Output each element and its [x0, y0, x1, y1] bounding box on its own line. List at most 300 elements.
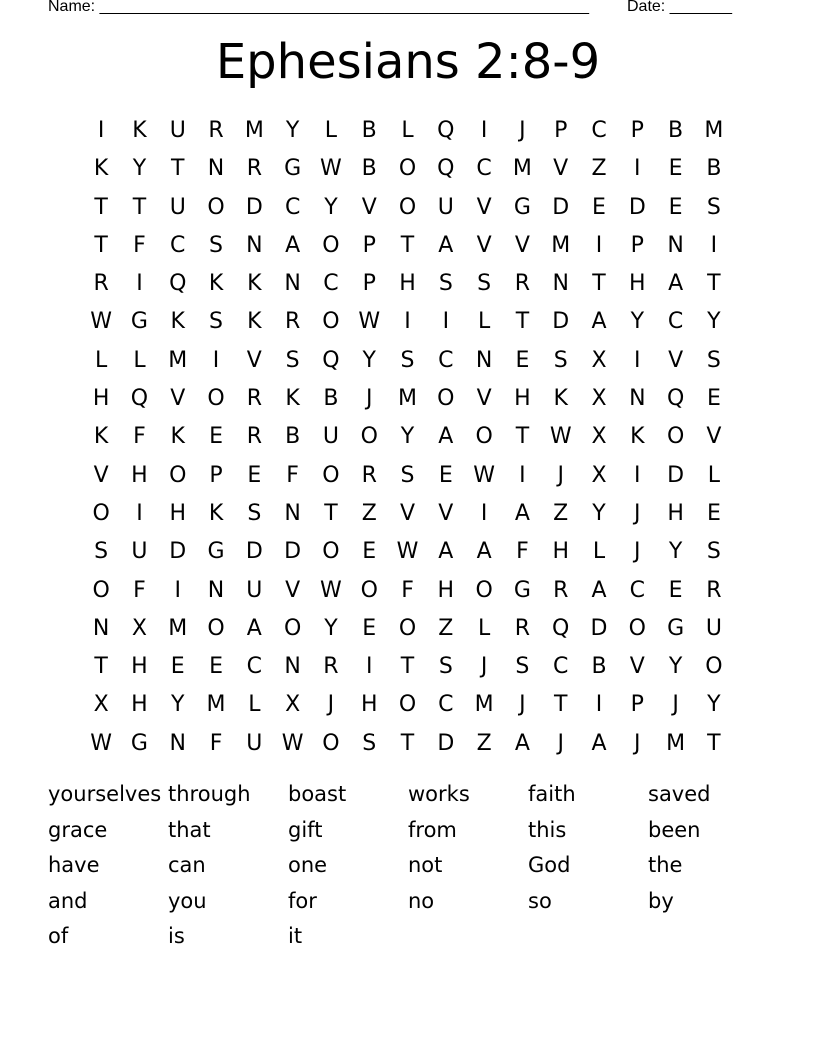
- grid-letter[interactable]: Y: [630, 309, 645, 335]
- grid-letter[interactable]: E: [362, 615, 377, 641]
- grid-letter[interactable]: A: [591, 730, 607, 756]
- grid-letter[interactable]: G: [667, 615, 685, 641]
- grid-letter[interactable]: Q: [437, 118, 455, 143]
- grid-letter[interactable]: O: [322, 539, 340, 565]
- grid-letter[interactable]: N: [92, 615, 110, 641]
- grid-letter[interactable]: R: [93, 271, 109, 297]
- grid-letter[interactable]: R: [246, 386, 262, 412]
- grid-letter[interactable]: A: [514, 730, 530, 756]
- grid-letter[interactable]: N: [284, 654, 301, 680]
- grid-letter[interactable]: O: [666, 424, 685, 450]
- grid-letter[interactable]: S: [400, 462, 415, 488]
- grid-letter[interactable]: U: [131, 539, 148, 565]
- grid-letter[interactable]: G: [513, 194, 531, 220]
- grid-letter[interactable]: T: [94, 194, 108, 220]
- grid-letter[interactable]: W: [320, 577, 342, 603]
- grid-letter[interactable]: I: [710, 232, 718, 258]
- grid-letter[interactable]: F: [516, 539, 529, 565]
- grid-letter[interactable]: B: [285, 424, 301, 450]
- grid-letter[interactable]: M: [244, 118, 264, 143]
- grid-letter[interactable]: H: [437, 577, 455, 603]
- grid-letter[interactable]: S: [285, 347, 300, 373]
- grid-letter[interactable]: H: [514, 386, 531, 412]
- grid-letter[interactable]: I: [404, 309, 411, 335]
- grid-letter[interactable]: E: [362, 539, 377, 565]
- grid-letter[interactable]: P: [362, 271, 376, 297]
- grid-letter[interactable]: E: [515, 347, 530, 373]
- grid-letter[interactable]: Y: [668, 539, 683, 565]
- grid-letter[interactable]: A: [514, 500, 530, 526]
- grid-letter[interactable]: T: [132, 194, 147, 220]
- grid-letter[interactable]: U: [169, 194, 186, 220]
- grid-letter[interactable]: B: [361, 156, 377, 182]
- grid-letter[interactable]: L: [133, 347, 146, 373]
- grid-letter[interactable]: R: [514, 271, 531, 297]
- grid-letter[interactable]: Z: [476, 730, 492, 756]
- grid-letter[interactable]: S: [515, 654, 530, 680]
- grid-letter[interactable]: T: [94, 654, 108, 680]
- grid-letter[interactable]: P: [630, 118, 644, 143]
- grid-letter[interactable]: B: [706, 156, 722, 182]
- grid-letter[interactable]: G: [513, 577, 531, 603]
- grid-letter[interactable]: H: [131, 654, 148, 680]
- grid-letter[interactable]: L: [401, 118, 414, 143]
- grid-letter[interactable]: Y: [707, 309, 721, 335]
- grid-letter[interactable]: I: [97, 118, 105, 143]
- grid-letter[interactable]: X: [591, 424, 607, 450]
- grid-letter[interactable]: J: [634, 730, 641, 756]
- grid-letter[interactable]: Y: [132, 156, 147, 182]
- grid-letter[interactable]: S: [438, 654, 453, 680]
- grid-letter[interactable]: W: [358, 309, 381, 335]
- grid-letter[interactable]: H: [629, 271, 646, 297]
- grid-letter[interactable]: V: [476, 194, 492, 220]
- grid-letter[interactable]: T: [400, 730, 415, 756]
- grid-letter[interactable]: W: [549, 424, 572, 450]
- grid-letter[interactable]: X: [285, 692, 301, 718]
- grid-letter[interactable]: I: [480, 118, 488, 143]
- grid-letter[interactable]: O: [207, 386, 225, 412]
- grid-letter[interactable]: A: [285, 232, 301, 258]
- grid-letter[interactable]: C: [553, 654, 569, 680]
- grid-letter[interactable]: L: [707, 462, 721, 488]
- grid-letter[interactable]: G: [284, 156, 302, 182]
- grid-letter[interactable]: C: [246, 654, 263, 680]
- grid-letter[interactable]: Z: [591, 156, 607, 182]
- grid-letter[interactable]: X: [591, 347, 607, 373]
- grid-letter[interactable]: W: [396, 539, 419, 565]
- grid-letter[interactable]: W: [90, 309, 113, 335]
- grid-letter[interactable]: V: [361, 194, 377, 220]
- grid-letter[interactable]: G: [207, 539, 225, 565]
- grid-letter[interactable]: L: [477, 309, 491, 335]
- grid-letter[interactable]: B: [668, 118, 684, 143]
- grid-letter[interactable]: C: [323, 271, 339, 297]
- grid-letter[interactable]: J: [634, 500, 641, 526]
- grid-letter[interactable]: S: [438, 271, 453, 297]
- grid-letter[interactable]: E: [438, 462, 453, 488]
- grid-letter[interactable]: R: [246, 156, 262, 182]
- grid-letter[interactable]: D: [245, 539, 263, 565]
- word-list-item: no: [408, 888, 435, 913]
- grid-letter[interactable]: F: [133, 424, 146, 450]
- grid-letter[interactable]: N: [552, 271, 569, 297]
- grid-letter[interactable]: O: [398, 194, 417, 220]
- grid-letter[interactable]: I: [595, 692, 603, 718]
- grid-letter[interactable]: Y: [707, 692, 721, 718]
- grid-letter[interactable]: E: [209, 654, 223, 680]
- grid-letter[interactable]: N: [284, 271, 301, 297]
- grid-row: [82, 150, 734, 188]
- grid-letter[interactable]: J: [480, 654, 488, 680]
- grid-letter[interactable]: Q: [322, 347, 340, 373]
- grid-letter[interactable]: H: [169, 500, 187, 526]
- grid-letter[interactable]: O: [322, 462, 340, 488]
- grid-letter[interactable]: A: [591, 577, 607, 603]
- grid-letter[interactable]: W: [281, 730, 304, 756]
- grid-letter[interactable]: Y: [324, 194, 338, 220]
- grid-letter[interactable]: D: [552, 309, 570, 335]
- grid-letter[interactable]: E: [706, 386, 721, 412]
- grid-letter[interactable]: N: [284, 500, 301, 526]
- grid-letter[interactable]: I: [480, 500, 488, 526]
- grid-letter[interactable]: V: [629, 654, 645, 680]
- grid-letter[interactable]: F: [286, 462, 299, 488]
- grid-letter[interactable]: C: [667, 309, 684, 335]
- grid-letter[interactable]: O: [360, 424, 378, 450]
- grid-letter[interactable]: S: [362, 730, 377, 756]
- grid-letter[interactable]: Y: [668, 654, 683, 680]
- grid-letter[interactable]: Q: [552, 615, 570, 641]
- grid-letter[interactable]: O: [322, 309, 340, 335]
- grid-letter[interactable]: A: [668, 271, 684, 297]
- grid-letter[interactable]: M: [474, 692, 494, 718]
- grid-letter[interactable]: K: [170, 309, 185, 335]
- grid-letter[interactable]: N: [667, 232, 684, 258]
- grid-letter[interactable]: D: [169, 539, 187, 565]
- grid-letter[interactable]: F: [401, 577, 414, 603]
- grid-letter[interactable]: O: [322, 232, 340, 258]
- grid-letter[interactable]: K: [285, 386, 300, 412]
- grid-letter[interactable]: Y: [324, 615, 338, 641]
- grid-letter[interactable]: S: [209, 309, 224, 335]
- grid-letter[interactable]: H: [131, 692, 148, 718]
- grid-letter[interactable]: S: [247, 500, 262, 526]
- grid-letter[interactable]: K: [630, 424, 645, 450]
- grid-letter[interactable]: C: [476, 156, 492, 182]
- grid-letter[interactable]: I: [634, 156, 641, 182]
- grid-letter[interactable]: N: [169, 730, 186, 756]
- grid-letter[interactable]: R: [208, 118, 224, 143]
- grid-letter[interactable]: O: [475, 424, 493, 450]
- grid-letter[interactable]: R: [361, 462, 377, 488]
- grid-letter[interactable]: J: [365, 386, 373, 412]
- grid-letter[interactable]: C: [438, 692, 454, 718]
- name-field-label[interactable]: Name: _______________________________________________________: [48, 0, 589, 15]
- grid-letter[interactable]: U: [169, 118, 186, 143]
- grid-letter[interactable]: X: [591, 462, 607, 488]
- grid-letter[interactable]: H: [667, 500, 684, 526]
- grid-letter[interactable]: P: [209, 462, 223, 488]
- grid-letter[interactable]: F: [133, 577, 146, 603]
- grid-letter[interactable]: H: [399, 271, 416, 297]
- grid-letter[interactable]: B: [361, 118, 377, 143]
- grid-letter[interactable]: N: [629, 386, 646, 412]
- grid-letter[interactable]: O: [322, 730, 340, 756]
- grid-letter[interactable]: I: [595, 232, 603, 258]
- grid-letter[interactable]: I: [519, 462, 526, 488]
- grid-letter[interactable]: J: [557, 462, 564, 488]
- grid-letter[interactable]: I: [442, 309, 450, 335]
- grid-letter[interactable]: S: [706, 194, 721, 220]
- grid-letter[interactable]: I: [212, 347, 220, 373]
- grid-letter[interactable]: Q: [169, 271, 187, 297]
- grid-letter[interactable]: D: [284, 539, 302, 565]
- grid-letter[interactable]: N: [475, 347, 493, 373]
- grid-letter[interactable]: M: [168, 347, 188, 373]
- grid-letter[interactable]: J: [634, 539, 641, 565]
- grid-letter[interactable]: O: [475, 577, 493, 603]
- grid-letter[interactable]: E: [209, 424, 223, 450]
- grid-letter[interactable]: S: [706, 347, 721, 373]
- grid-letter[interactable]: U: [246, 577, 263, 603]
- grid-letter[interactable]: V: [706, 424, 722, 450]
- grid-letter[interactable]: V: [285, 577, 301, 603]
- grid-letter[interactable]: O: [92, 577, 110, 603]
- grid-letter[interactable]: D: [590, 615, 608, 641]
- grid-letter[interactable]: D: [667, 462, 685, 488]
- grid-letter[interactable]: R: [514, 615, 531, 641]
- grid-letter[interactable]: R: [553, 577, 569, 603]
- grid-letter[interactable]: H: [360, 692, 378, 718]
- grid-letter[interactable]: L: [95, 347, 108, 373]
- grid-letter[interactable]: Y: [285, 118, 300, 143]
- grid-letter[interactable]: T: [553, 692, 568, 718]
- grid-letter[interactable]: K: [93, 424, 109, 450]
- grid-letter[interactable]: A: [246, 615, 262, 641]
- grid-letter[interactable]: S: [94, 539, 109, 565]
- grid-letter[interactable]: O: [398, 156, 417, 182]
- grid-letter[interactable]: M: [398, 386, 418, 412]
- grid-letter[interactable]: T: [324, 500, 338, 526]
- grid-letter[interactable]: P: [630, 232, 644, 258]
- grid-letter[interactable]: H: [92, 386, 110, 412]
- grid-letter[interactable]: V: [668, 347, 684, 373]
- grid-letter[interactable]: R: [706, 577, 722, 603]
- grid-letter[interactable]: Y: [362, 347, 376, 373]
- grid-letter[interactable]: A: [438, 424, 454, 450]
- grid-letter[interactable]: T: [515, 424, 530, 450]
- grid-letter[interactable]: J: [672, 692, 679, 718]
- grid-letter[interactable]: Z: [438, 615, 454, 641]
- grid-letter[interactable]: I: [634, 462, 641, 488]
- grid-letter[interactable]: S: [477, 271, 492, 297]
- grid-letter[interactable]: C: [591, 118, 607, 143]
- grid-letter[interactable]: X: [93, 692, 109, 718]
- grid-letter[interactable]: V: [438, 500, 454, 526]
- grid-letter[interactable]: U: [437, 194, 454, 220]
- grid-letter[interactable]: O: [207, 615, 225, 641]
- grid-letter[interactable]: T: [707, 271, 721, 297]
- grid-letter[interactable]: K: [247, 309, 262, 335]
- grid-letter[interactable]: I: [634, 347, 641, 373]
- grid-letter[interactable]: Z: [553, 500, 569, 526]
- grid-letter[interactable]: D: [437, 730, 455, 756]
- grid-letter[interactable]: X: [131, 615, 147, 641]
- grid-letter[interactable]: R: [323, 654, 339, 680]
- grid-letter[interactable]: L: [477, 615, 491, 641]
- word-list-item: this: [528, 817, 567, 842]
- grid-letter[interactable]: O: [207, 194, 225, 220]
- grid-letter[interactable]: K: [132, 118, 147, 143]
- grid-letter[interactable]: G: [130, 309, 148, 335]
- grid-letter[interactable]: R: [246, 424, 262, 450]
- date-field-label[interactable]: Date: _______: [627, 0, 732, 15]
- grid-letter[interactable]: V: [514, 232, 530, 258]
- grid-letter[interactable]: C: [438, 347, 454, 373]
- grid-row: [82, 533, 734, 571]
- grid-letter[interactable]: W: [320, 156, 342, 182]
- grid-letter[interactable]: D: [245, 194, 263, 220]
- grid-letter[interactable]: K: [247, 271, 262, 297]
- grid-letter[interactable]: K: [553, 386, 568, 412]
- word-list-item: faith: [528, 782, 576, 806]
- grid-letter[interactable]: O: [283, 615, 302, 641]
- grid-letter[interactable]: E: [668, 156, 683, 182]
- page-title: Ephesians 2:8-9: [215, 34, 601, 90]
- grid-letter[interactable]: V: [399, 500, 416, 526]
- grid-letter[interactable]: K: [170, 424, 185, 450]
- grid-letter[interactable]: O: [360, 577, 378, 603]
- grid-letter[interactable]: V: [476, 232, 492, 258]
- grid-letter[interactable]: G: [130, 730, 148, 756]
- grid-letter[interactable]: X: [591, 386, 607, 412]
- grid-letter[interactable]: I: [136, 500, 143, 526]
- grid-letter[interactable]: M: [704, 118, 724, 143]
- grid-letter[interactable]: C: [170, 232, 186, 258]
- grid-letter[interactable]: O: [398, 692, 417, 718]
- grid-letter[interactable]: M: [512, 156, 532, 182]
- grid-letter[interactable]: B: [591, 654, 607, 680]
- grid-letter[interactable]: B: [323, 386, 339, 412]
- grid-letter[interactable]: Y: [171, 692, 185, 718]
- grid-letter[interactable]: O: [437, 386, 455, 412]
- grid-letter[interactable]: R: [284, 309, 301, 335]
- grid-letter[interactable]: A: [476, 539, 492, 565]
- grid-letter[interactable]: Y: [592, 500, 606, 526]
- grid-letter[interactable]: V: [170, 386, 186, 412]
- grid-letter[interactable]: O: [92, 500, 110, 526]
- grid-letter[interactable]: J: [557, 730, 564, 756]
- grid-letter[interactable]: S: [400, 347, 415, 373]
- grid-letter[interactable]: V: [246, 347, 262, 373]
- grid-letter[interactable]: M: [206, 692, 226, 718]
- grid-letter[interactable]: U: [322, 424, 339, 450]
- grid-letter[interactable]: T: [515, 309, 530, 335]
- grid-letter[interactable]: A: [438, 539, 454, 565]
- grid-letter[interactable]: L: [324, 118, 338, 143]
- grid-letter[interactable]: E: [668, 577, 683, 603]
- grid-row: [82, 112, 734, 150]
- grid-letter[interactable]: E: [247, 462, 262, 488]
- grid-letter[interactable]: W: [90, 730, 113, 756]
- grid-letter[interactable]: V: [93, 462, 109, 488]
- grid-letter[interactable]: H: [131, 462, 148, 488]
- grid-letter[interactable]: I: [174, 577, 181, 603]
- grid-letter[interactable]: C: [284, 194, 301, 220]
- grid-letter[interactable]: O: [169, 462, 187, 488]
- grid-letter[interactable]: F: [133, 232, 146, 258]
- grid-letter[interactable]: V: [553, 156, 569, 182]
- grid-letter[interactable]: W: [473, 462, 495, 488]
- grid-letter[interactable]: L: [592, 539, 606, 565]
- grid-letter[interactable]: M: [666, 730, 686, 756]
- grid-letter[interactable]: A: [438, 232, 454, 258]
- grid-letter[interactable]: K: [93, 156, 109, 182]
- grid-letter[interactable]: P: [554, 118, 568, 143]
- grid-letter[interactable]: I: [365, 654, 373, 680]
- grid-letter[interactable]: V: [476, 386, 492, 412]
- grid-letter[interactable]: J: [327, 692, 335, 718]
- word-list-item: so: [528, 888, 552, 913]
- grid-letter[interactable]: K: [208, 500, 224, 526]
- grid-letter[interactable]: Z: [361, 500, 377, 526]
- grid-letter[interactable]: U: [705, 615, 722, 641]
- grid-letter[interactable]: T: [400, 654, 415, 680]
- grid-letter[interactable]: E: [706, 500, 721, 526]
- grid-letter[interactable]: D: [628, 194, 646, 220]
- grid-letter[interactable]: N: [207, 577, 225, 603]
- grid-letter[interactable]: M: [168, 615, 188, 641]
- grid-letter[interactable]: M: [551, 232, 571, 258]
- grid-letter[interactable]: T: [171, 156, 185, 182]
- grid-letter[interactable]: U: [246, 730, 263, 756]
- grid-letter[interactable]: L: [248, 692, 261, 718]
- grid-letter[interactable]: N: [207, 156, 225, 182]
- grid-letter[interactable]: Q: [437, 156, 455, 182]
- grid-letter[interactable]: S: [209, 232, 224, 258]
- grid-letter[interactable]: Q: [130, 386, 149, 412]
- grid-letter[interactable]: F: [209, 730, 223, 756]
- grid-letter[interactable]: O: [705, 654, 723, 680]
- grid-letter[interactable]: E: [170, 654, 185, 680]
- grid-letter[interactable]: O: [628, 615, 646, 641]
- grid-letter[interactable]: O: [398, 615, 417, 641]
- grid-letter[interactable]: H: [552, 539, 569, 565]
- grid-letter[interactable]: A: [591, 309, 607, 335]
- grid-letter[interactable]: N: [246, 232, 263, 258]
- grid-letter[interactable]: S: [706, 539, 721, 565]
- grid-letter[interactable]: J: [519, 118, 526, 143]
- grid-letter[interactable]: Q: [666, 386, 685, 412]
- grid-letter[interactable]: P: [630, 692, 644, 718]
- grid-letter[interactable]: C: [629, 577, 645, 603]
- grid-letter[interactable]: E: [592, 194, 606, 220]
- grid-letter[interactable]: S: [553, 347, 568, 373]
- grid-letter[interactable]: T: [94, 232, 108, 258]
- grid-letter[interactable]: P: [362, 232, 376, 258]
- grid-letter[interactable]: Y: [400, 424, 415, 450]
- grid-letter[interactable]: T: [707, 730, 721, 756]
- grid-letter[interactable]: T: [592, 271, 606, 297]
- grid-letter[interactable]: J: [519, 692, 526, 718]
- grid-letter[interactable]: D: [552, 194, 570, 220]
- grid-letter[interactable]: T: [400, 232, 415, 258]
- grid-letter[interactable]: I: [136, 271, 143, 297]
- grid-row: [82, 418, 734, 456]
- grid-letter[interactable]: K: [208, 271, 224, 297]
- grid-letter[interactable]: E: [668, 194, 683, 220]
